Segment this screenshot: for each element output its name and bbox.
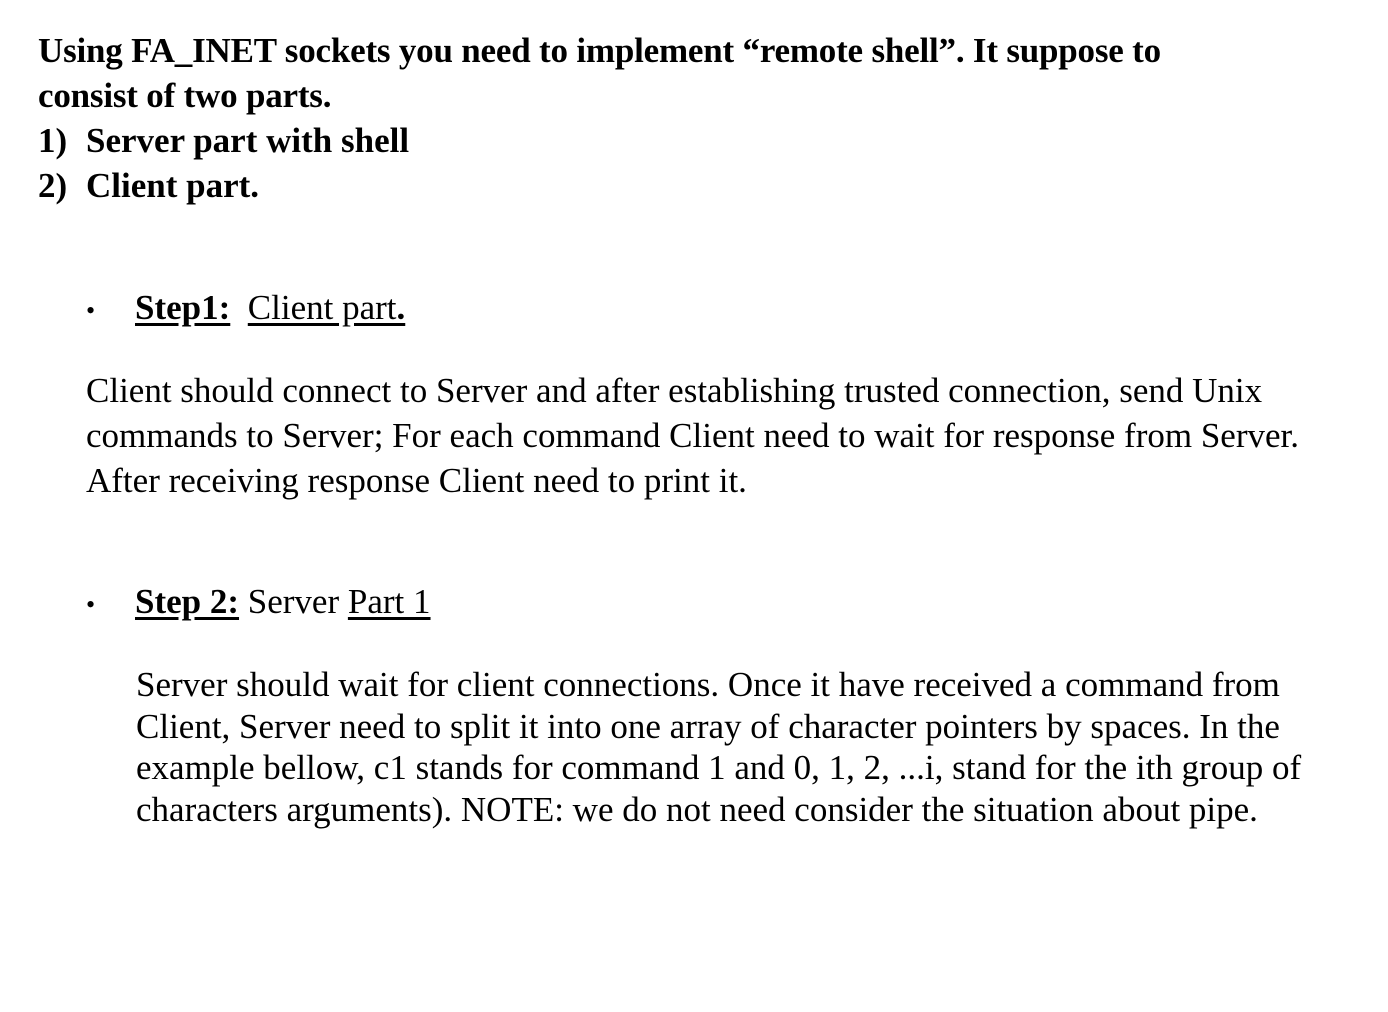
step1-heading	[86, 288, 405, 331]
bullet-icon: •	[86, 295, 96, 325]
intro-line-2: consist of two parts.	[38, 76, 332, 115]
list-item-text: Client part.	[86, 166, 260, 205]
intro-line-1: Using FA_INET sockets you need to implement “remote shell”. It suppose to	[38, 31, 1161, 70]
list-number: 2)	[38, 166, 68, 205]
list-item-text: Server part with shell	[86, 121, 410, 160]
intro-heading	[38, 28, 1338, 118]
step1-body: Client should connect to Server and after establishing trusted connection, send Unix commands to Server; For each command Client need to wait for response from Server. After receiving response Client need to print it.	[86, 371, 1300, 500]
step1-title-period: .	[396, 288, 406, 327]
step2-title-underlined: Part 1	[347, 582, 431, 621]
step1-title: Client part	[247, 288, 397, 327]
list-number: 1)	[38, 121, 68, 160]
step2-heading	[86, 582, 431, 625]
parts-list-item	[38, 118, 409, 163]
step2-title-plain: Server	[247, 582, 340, 621]
step2-tag: Step 2:	[135, 582, 240, 621]
step2-body: Server should wait for client connections. Once it have received a command from Client, Server need to split it into one array of character pointers by spaces. In the example bellow, c1 stands for command 1 and 0, 1, 2, ...i, stand for the ith group of characters arguments). NOTE: we do not need consider the situation about pipe.	[136, 665, 1302, 829]
bullet-icon: •	[86, 589, 96, 619]
parts-list	[38, 118, 409, 208]
step1-tag: Step1:	[135, 288, 231, 327]
parts-list-item	[38, 163, 409, 208]
